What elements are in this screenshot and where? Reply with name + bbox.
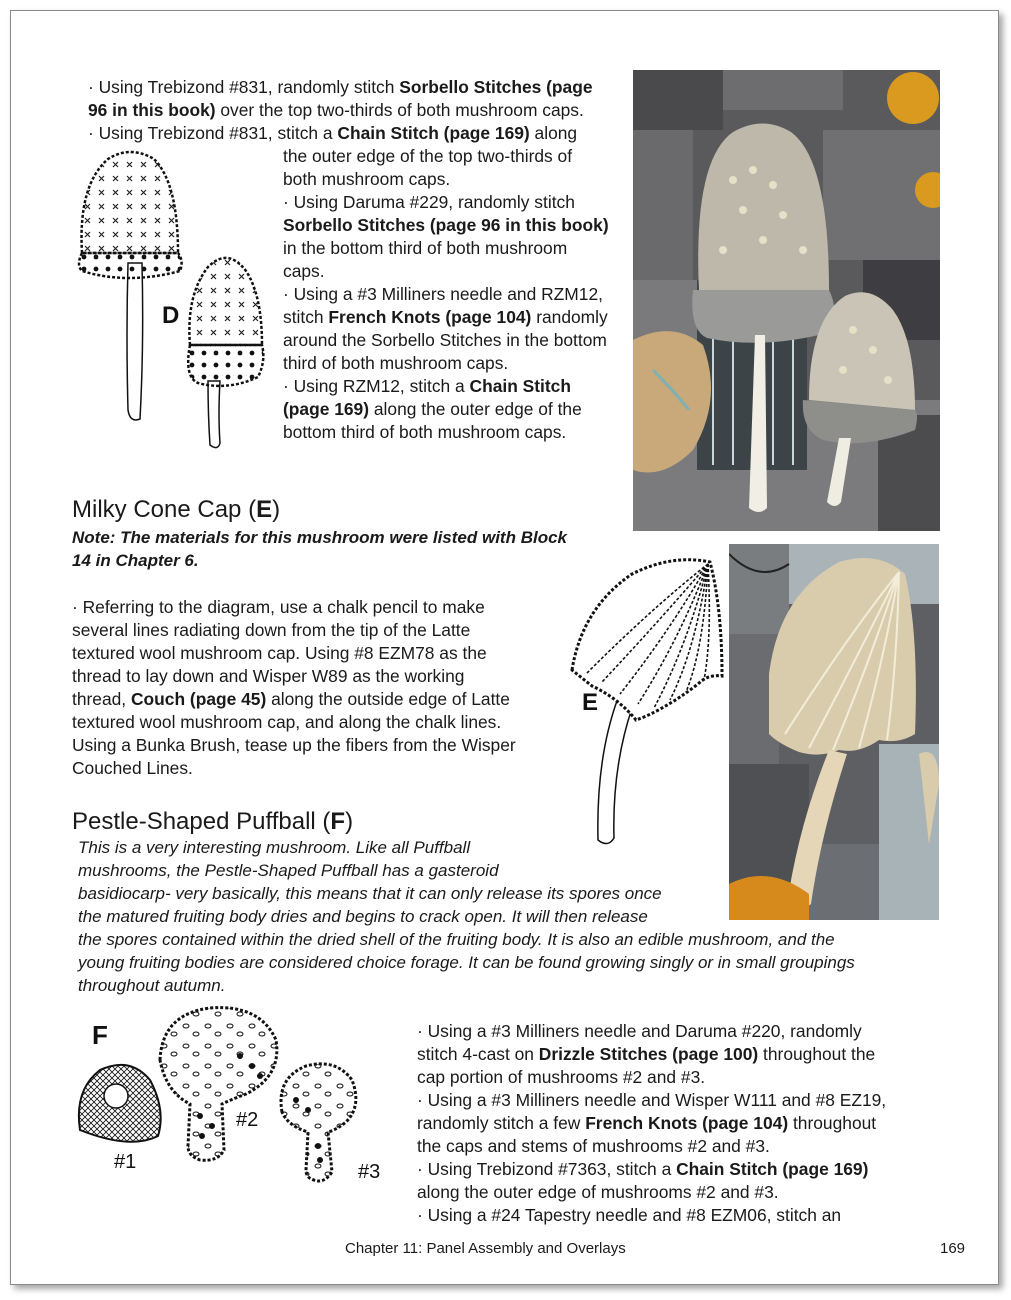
text-line: caps. bbox=[283, 261, 325, 281]
diagram-f-puffballs bbox=[70, 1000, 410, 1190]
section-e-heading: Milky Cone Cap (E) bbox=[72, 496, 281, 523]
text-line: · Using Trebizond #831, randomly stitch Sorbello Stitches (page bbox=[88, 77, 593, 97]
text-line: third of both mushroom caps. bbox=[283, 353, 509, 373]
text-line: 96 in this book) over the top two-thirds of both mushroom caps. bbox=[88, 100, 584, 120]
text-line: around the Sorbello Stitches in the bottom bbox=[283, 330, 607, 350]
footer-chapter-title: Chapter 11: Panel Assembly and Overlays bbox=[345, 1240, 626, 1257]
text-line: in the bottom third of both mushroom bbox=[283, 238, 568, 258]
diagram-d-inkcap-mushrooms bbox=[68, 145, 278, 455]
intro-line: the matured fruiting body dries and begins to crack open. It will then release bbox=[78, 907, 648, 926]
text-line: bottom third of both mushroom caps. bbox=[283, 422, 567, 442]
text-line: Sorbello Stitches (page 96 in this book) bbox=[283, 215, 609, 235]
text-line: textured wool mushroom cap. Using #8 EZM78 as the bbox=[72, 643, 487, 663]
text-line: · Using a #24 Tapestry needle and #8 EZM06, stitch an bbox=[417, 1205, 842, 1225]
text-line: Couched Lines. bbox=[72, 758, 193, 778]
intro-line: young fruiting bodies are considered choice forage. It can be found growing singly or in small groupings bbox=[78, 953, 855, 972]
diagram-e-label: E bbox=[582, 689, 599, 716]
text-line: several lines radiating down from the tip of the Latte bbox=[72, 620, 471, 640]
text-line: · Using RZM12, stitch a Chain Stitch bbox=[283, 376, 571, 396]
intro-line: the spores contained within the dried shell of the fruiting body. It is also an edible mushroom, and the bbox=[78, 930, 835, 949]
mushroom-3-label: #3 bbox=[358, 1161, 381, 1183]
intro-line: mushrooms, the Pestle-Shaped Puffball has a gasteroid bbox=[78, 861, 499, 880]
text-line: · Using Trebizond #7363, stitch a Chain Stitch (page 169) bbox=[417, 1159, 869, 1179]
text-line: · Using a #3 Milliners needle and Wisper W111 and #8 EZ19, bbox=[417, 1090, 887, 1110]
text-line: stitch 4-cast on Drizzle Stitches (page 100) throughout the bbox=[417, 1044, 876, 1064]
text-line: · Referring to the diagram, use a chalk pencil to make bbox=[72, 597, 485, 617]
text-line: Using a Bunka Brush, tease up the fibers from the Wisper bbox=[72, 735, 516, 755]
text-line: · Using Daruma #229, randomly stitch bbox=[283, 192, 575, 212]
diagram-e-milky-cone-cap bbox=[562, 548, 732, 848]
text-line: textured wool mushroom cap, and along the chalk lines. bbox=[72, 712, 502, 732]
text-line: thread, Couch (page 45) along the outside edge of Latte bbox=[72, 689, 510, 709]
text-line: stitch French Knots (page 104) randomly bbox=[283, 307, 608, 327]
text-line: · Using a #3 Milliners needle and Daruma #220, randomly bbox=[417, 1021, 862, 1041]
intro-line: This is a very interesting mushroom. Like all Puffball bbox=[78, 838, 471, 857]
mushroom-2-label: #2 bbox=[236, 1109, 259, 1131]
text-line: · Using Trebizond #831, stitch a Chain Stitch (page 169) along bbox=[88, 123, 578, 143]
text-line: the caps and stems of mushrooms #2 and #3. bbox=[417, 1136, 770, 1156]
section-e-instructions bbox=[72, 596, 562, 780]
section-d-side-text bbox=[283, 145, 635, 444]
text-line: the outer edge of the top two-thirds of bbox=[283, 146, 573, 166]
text-line: thread to lay down and Wisper W89 as the working bbox=[72, 666, 465, 686]
text-line: randomly stitch a few French Knots (page 104) throughout bbox=[417, 1113, 877, 1133]
page-number: 169 bbox=[940, 1240, 966, 1257]
intro-line: basidiocarp- very basically, this means that it can only release its spores once bbox=[78, 884, 662, 903]
section-e-note: Note: The materials for this mushroom were listed with Block 14 in Chapter 6. bbox=[72, 528, 567, 570]
diagram-d-label: D bbox=[162, 302, 180, 329]
text-line: along the outer edge of mushrooms #2 and #3. bbox=[417, 1182, 779, 1202]
text-line: both mushroom caps. bbox=[283, 169, 451, 189]
section-f-heading: Pestle-Shaped Puffball (F) bbox=[72, 808, 354, 835]
text-line: cap portion of mushrooms #2 and #3. bbox=[417, 1067, 706, 1087]
section-d-top-text bbox=[88, 76, 633, 145]
mushroom-1-label: #1 bbox=[114, 1151, 137, 1173]
text-line: · Using a #3 Milliners needle and RZM12, bbox=[283, 284, 603, 304]
text-line: (page 169) along the outer edge of the bbox=[283, 399, 582, 419]
photo-inkcap-mushrooms bbox=[633, 70, 940, 531]
diagram-f-label: F bbox=[92, 1020, 108, 1050]
section-f-intro bbox=[78, 836, 978, 997]
section-f-instructions bbox=[417, 1020, 957, 1227]
intro-line: throughout autumn. bbox=[78, 976, 226, 995]
